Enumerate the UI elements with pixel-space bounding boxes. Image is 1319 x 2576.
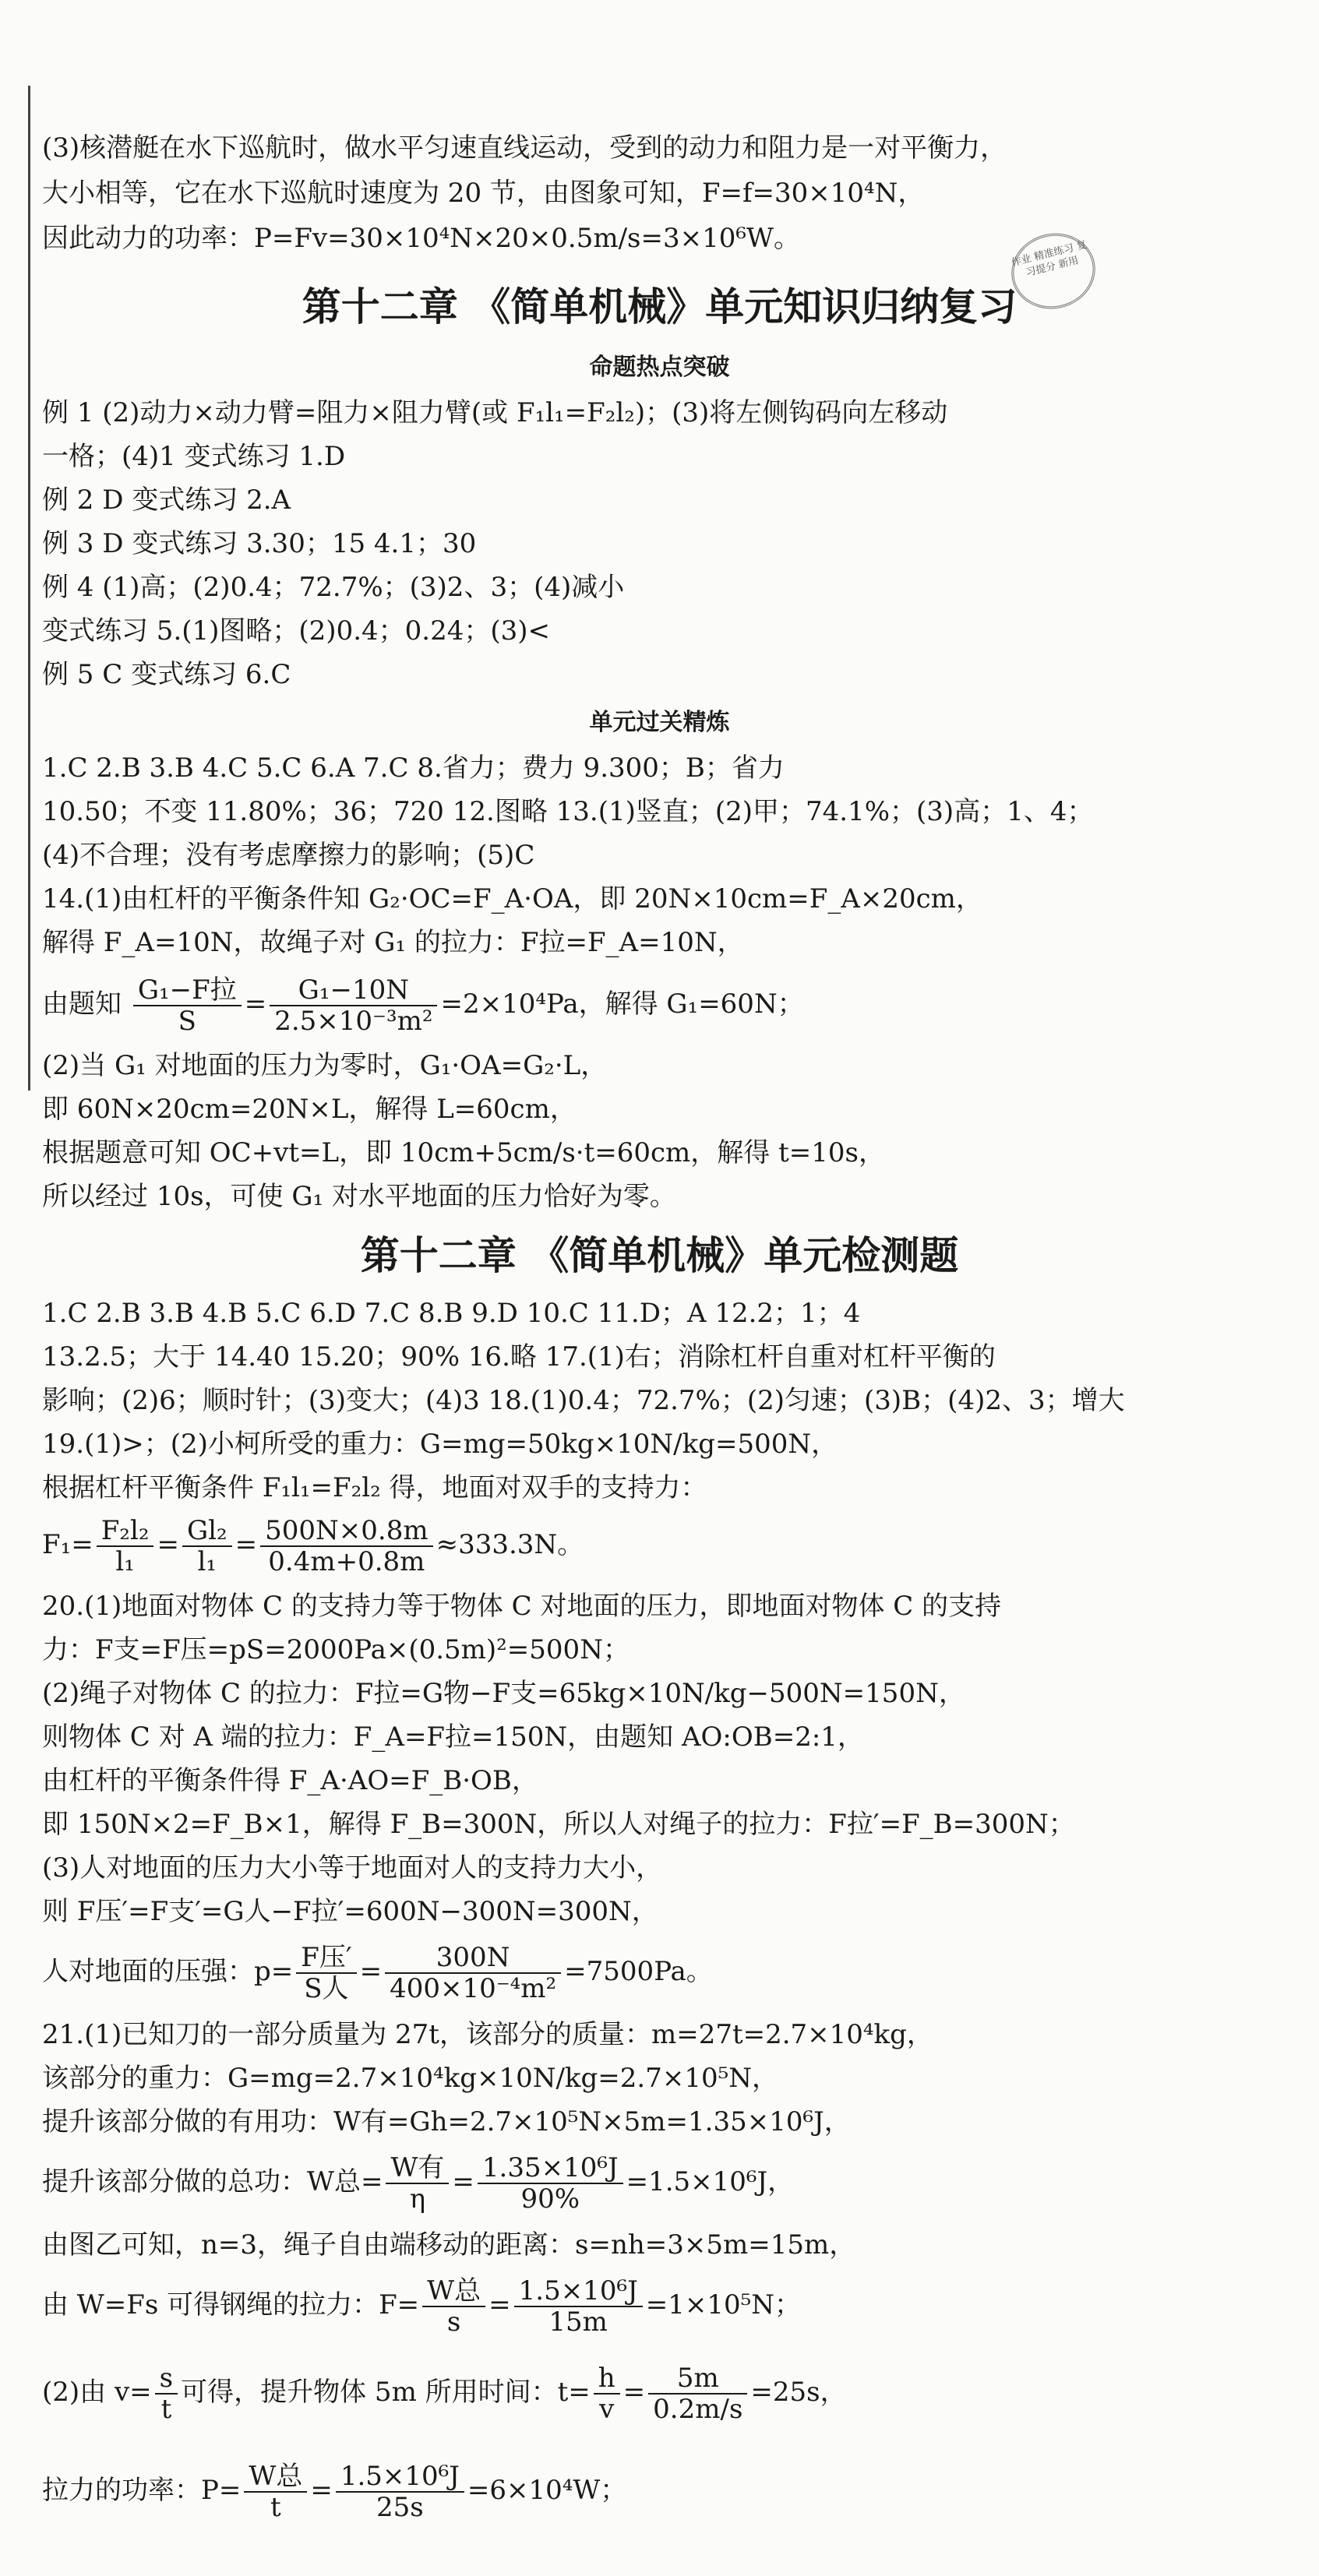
- answer-line: 13.2.5；大于 14.40 15.20；90% 16.略 17.(1)右；消除杠杆自重对杠杆平衡的: [42, 1341, 996, 1373]
- fraction: $\frac{5m}{0.2m/s}$: [648, 2363, 747, 2424]
- formula-line: 提升该部分做的总功：W总= $\frac{\text{W有}}{\eta}$ = $\frac{\text{1.35×10⁶J}}{90\%}$ =1.5×10⁶J，: [42, 2152, 795, 2215]
- subsection-title: 命题热点突破: [589, 354, 730, 381]
- answer-line: 例 2 D 变式练习 2.A: [42, 485, 291, 516]
- fraction: $\frac{\text{G₁−10N}}{\text{2.5×10⁻³m²}}$: [270, 975, 437, 1036]
- answer-line: 例 3 D 变式练习 3.30；15 4.1；30: [42, 528, 477, 559]
- answer-line: 14.(1)由杠杆的平衡条件知 G₂·OC=F_A·OA，即 20N×10cm=F_A×20cm，: [42, 883, 982, 914]
- intro-line: 大小相等，它在水下巡航时速度为 20 节，由图象可知，F=f=30×10⁴N，: [42, 178, 925, 209]
- formula-line: 由题知 $\frac{\text{G₁−F拉}}{S}$ = $\frac{\text{G₁−10N}}{\text{2.5×10⁻³m²}}$ =2×10⁴Pa，解得 G₁=60N；: [42, 974, 804, 1037]
- answer-line: 例 4 (1)高；(2)0.4；72.7%；(3)2、3；(4)减小: [42, 572, 625, 603]
- fraction: $\frac{\text{1.5×10⁶J}}{15m}$: [514, 2276, 643, 2337]
- answer-line: (3)人对地面的压力大小等于地面对人的支持力大小，: [42, 1852, 663, 1884]
- answer-line: 10.50；不变 11.80%；36；720 12.图略 13.(1)竖直；(2)甲；74.1%；(3)高；1、4；: [42, 796, 1094, 827]
- answer-line: 根据题意可知 OC+vt=L，即 10cm+5cm/s·t=60cm，解得 t=10s，: [42, 1137, 885, 1168]
- intro-line: 因此动力的功率：P=Fv=30×10⁴N×20×0.5m/s=3×10⁶W。: [42, 223, 800, 254]
- fraction: $\frac{\text{F压′}}{\text{S人}}$: [296, 1943, 356, 2003]
- section-title: 第十二章 《简单机械》单元知识归纳复习: [302, 284, 1017, 329]
- fraction: $\frac{s}{t}$: [155, 2363, 178, 2424]
- answer-line: 由图乙可知，n=3，绳子自由端移动的距离：s=nh=3×5m=15m，: [42, 2229, 856, 2261]
- answer-line: 影响；(2)6；顺时针；(3)变大；(4)3 18.(1)0.4；72.7%；(2)匀速；(3)B；(4)2、3；增大: [42, 1385, 1125, 1416]
- answer-line: 即 60N×20cm=20N×L，解得 L=60cm，: [42, 1094, 577, 1125]
- answer-line: 1.C 2.B 3.B 4.B 5.C 6.D 7.C 8.B 9.D 10.C 11.D；A 12.2；1；4: [42, 1298, 861, 1329]
- fraction: $\frac{\text{1.35×10⁶J}}{90\%}$: [478, 2153, 623, 2214]
- margin-rule: [28, 86, 30, 1091]
- fraction: $\frac{h}{v}$: [594, 2363, 620, 2424]
- answer-line: 根据杠杆平衡条件 F₁l₁=F₂l₂ 得，地面对双手的支持力：: [42, 1472, 707, 1503]
- answer-line: 力：F支=F压=pS=2000Pa×(0.5m)²=500N；: [42, 1634, 630, 1665]
- fraction: $\frac{\text{W总}}{t}$: [244, 2461, 307, 2522]
- answer-line: 所以经过 10s，可使 G₁ 对水平地面的压力恰好为零。: [42, 1181, 676, 1212]
- formula-line: (2)由 v= $\frac{s}{t}$ 可得，提升物体 5m 所用时间：t= $\frac{h}{v}$ = $\frac{5m}{0.2m/s}$ =25s，: [42, 2363, 847, 2425]
- fraction: $\frac{\text{W总}}{s}$: [422, 2276, 485, 2337]
- answer-line: 由杠杆的平衡条件得 F_A·AO=F_B·OB，: [42, 1765, 538, 1796]
- intro-line: (3)核潜艇在水下巡航时，做水平匀速直线运动，受到的动力和阻力是一对平衡力，: [42, 132, 1007, 164]
- answer-line: 21.(1)已知刀的一部分质量为 27t，该部分的质量：m=27t=2.7×10⁴kg，: [42, 2019, 933, 2050]
- answer-line: 解得 F_A=10N，故绳子对 G₁ 的拉力：F拉=F_A=10N，: [42, 927, 744, 958]
- answer-line: 19.(1)>；(2)小柯所受的重力：G=mg=50kg×10N/kg=500N，: [42, 1429, 838, 1460]
- answer-line: (4)不合理；没有考虑摩擦力的影响；(5)C: [42, 840, 535, 871]
- answer-line: 例 1 (2)动力×动力臂=阻力×阻力臂(或 F₁l₁=F₂l₂)；(3)将左侧钩码向左移动: [42, 397, 948, 428]
- answer-line: 提升该部分做的有用功：W有=Gh=2.7×10⁵N×5m=1.35×10⁶J，: [42, 2106, 851, 2137]
- fraction: $\frac{\text{Gl₂}}{\text{l₁}}$: [182, 1516, 232, 1577]
- formula-line: 由 W=Fs 可得钢绳的拉力：F= $\frac{\text{W总}}{s}$ = $\frac{\text{1.5×10⁶J}}{15m}$ =1×10⁵N；: [42, 2275, 801, 2338]
- fraction: $\frac{\text{G₁−F拉}}{S}$: [133, 975, 242, 1036]
- subsection-title: 单元过关精炼: [589, 709, 730, 736]
- answer-line: 20.(1)地面对物体 C 的支持力等于物体 C 对地面的压力，即地面对物体 C 的支持: [42, 1591, 1002, 1622]
- answer-line: 变式练习 5.(1)图略；(2)0.4；0.24；(3)<: [42, 615, 550, 647]
- answer-line: 该部分的重力：G=mg=2.7×10⁴kg×10N/kg=2.7×10⁵N，: [42, 2063, 778, 2094]
- answer-line: (2)当 G₁ 对地面的压力为零时，G₁·OA=G₂·L，: [42, 1050, 608, 1081]
- answer-line: 则 F压′=F支′=G人−F拉′=600N−300N=300N，: [42, 1896, 658, 1927]
- answer-line: (2)绳子对物体 C 的拉力：F拉=G物−F支=65kg×10N/kg−500N=150N，: [42, 1678, 965, 1709]
- answer-line: 1.C 2.B 3.B 4.C 5.C 6.A 7.C 8.省力；费力 9.300；B；省力: [42, 752, 785, 784]
- fraction: $\frac{\text{W有}}{\eta}$: [386, 2153, 449, 2214]
- answer-line: 即 150N×2=F_B×1，解得 F_B=300N，所以人对绳子的拉力：F拉′=F_B=300N；: [42, 1809, 1075, 1840]
- answer-line: 则物体 C 对 A 端的拉力：F_A=F拉=150N，由题知 AO:OB=2:1，: [42, 1721, 864, 1753]
- answer-line: 例 5 C 变式练习 6.C: [42, 659, 291, 690]
- fraction: $\frac{\text{F₂l₂}}{\text{l₁}}$: [97, 1516, 154, 1577]
- formula-line: F₁= $\frac{\text{F₂l₂}}{\text{l₁}}$ = $\frac{\text{Gl₂}}{\text{l₁}}$ = $\frac{500N\times 0.8m}{0.4m+0.8m}$ ≈333.3N。: [42, 1515, 584, 1577]
- section-title: 第十二章 《简单机械》单元检测题: [360, 1233, 959, 1278]
- answer-line: 一格；(4)1 变式练习 1.D: [42, 441, 346, 472]
- fraction: $\frac{\text{1.5×10⁶J}}{25s}$: [336, 2461, 464, 2522]
- homework-stamp: 作业 精准练习 复习提分 新用: [1003, 224, 1103, 317]
- formula-line: 拉力的功率：P= $\frac{\text{W总}}{t}$ = $\frac{\text{1.5×10⁶J}}{25s}$ =6×10⁴W；: [42, 2461, 627, 2523]
- fraction: $\frac{300N}{\text{400×10⁻⁴m²}}$: [385, 1943, 561, 2003]
- formula-line: 人对地面的压强：p= $\frac{\text{F压′}}{\text{S人}}$ = $\frac{300N}{\text{400×10⁻⁴m²}}$ =7500Pa。: [42, 1942, 713, 2004]
- fraction: $\frac{500N\times 0.8m}{0.4m+0.8m}$: [260, 1516, 432, 1577]
